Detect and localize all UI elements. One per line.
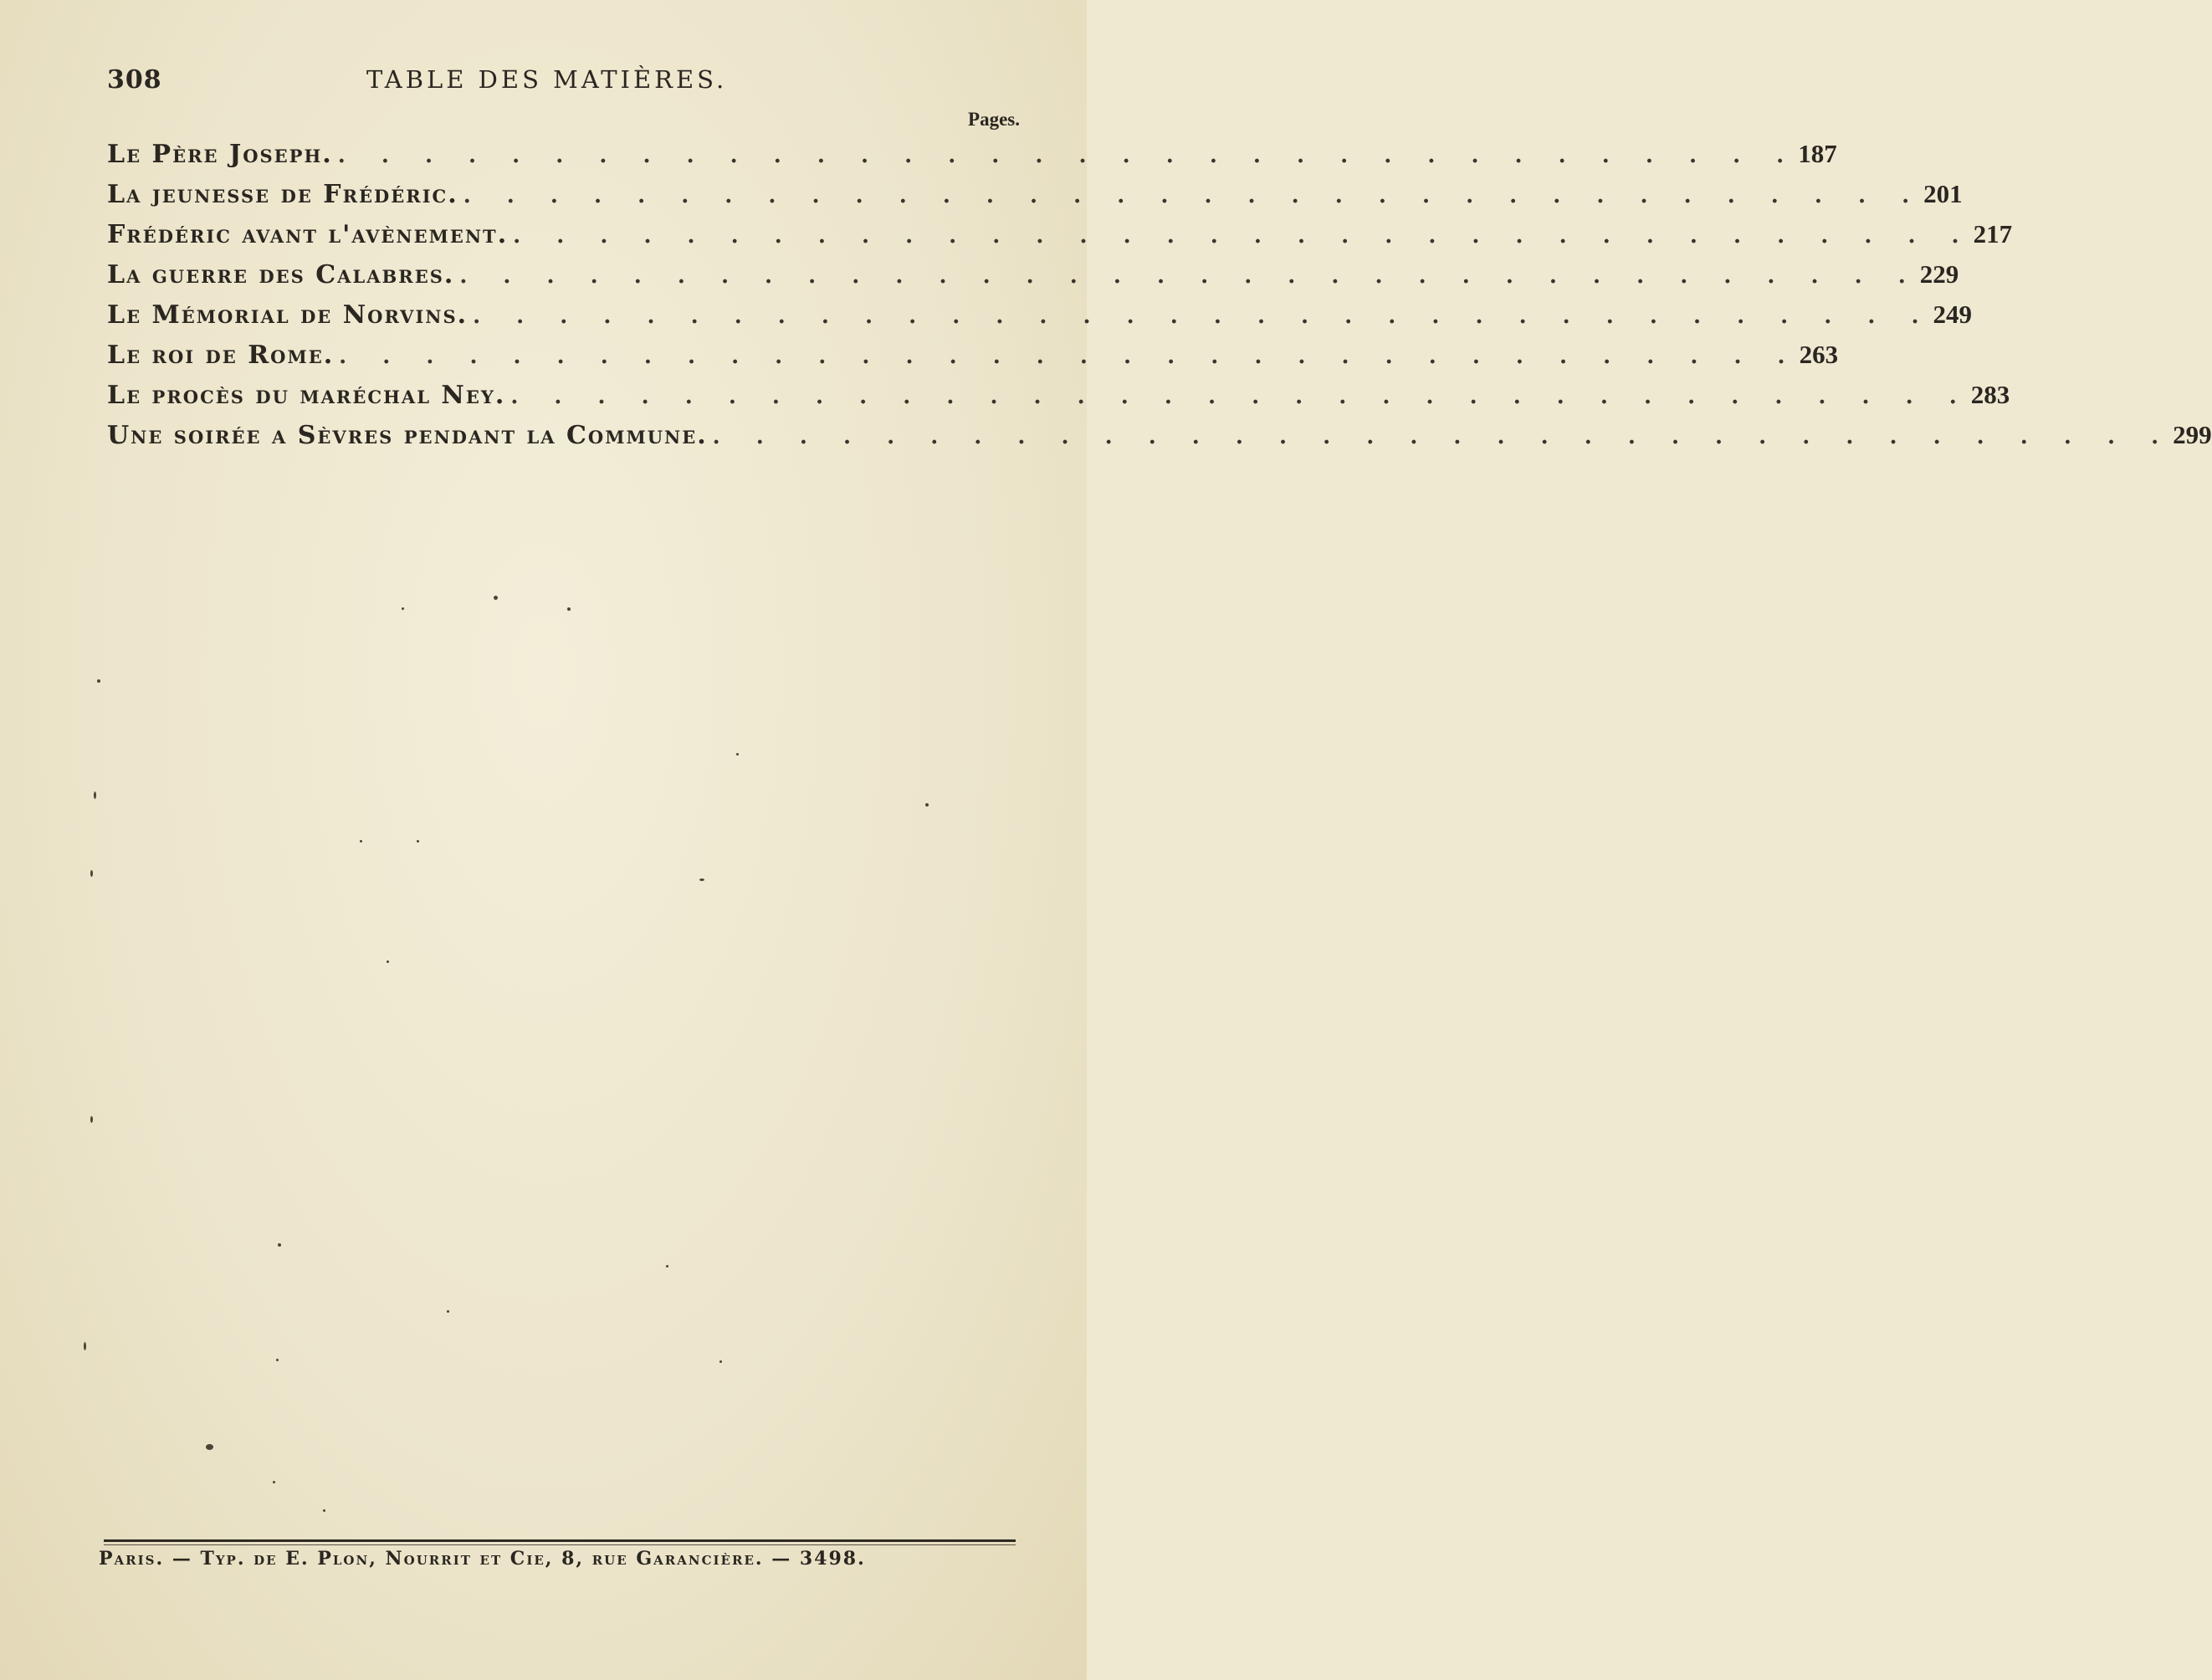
toc-entry-title: La jeunesse de Frédéric. <box>107 180 458 209</box>
running-title: TABLE DES MATIÈRES. <box>366 65 728 94</box>
toc-entry-page: 299 <box>2173 420 2212 449</box>
paper-speck <box>278 1243 281 1247</box>
paper-speck <box>97 679 100 683</box>
toc-entry-page: 249 <box>1933 300 1973 329</box>
page-header <box>107 65 1019 99</box>
toc-entry <box>107 300 1973 340</box>
paper-speck <box>666 1265 668 1268</box>
paper-speck <box>360 840 362 843</box>
paper-speck <box>387 960 389 963</box>
paper-speck <box>206 1444 213 1450</box>
toc-entry-title: Frédéric avant l'avènement. <box>107 220 509 249</box>
paper-speck <box>925 803 929 807</box>
toc-entry <box>107 219 2013 259</box>
dot-leader: . . . . . . . . . . . . . . . . . . . . . . . . . . . . . . . . . . <box>513 223 1974 248</box>
dot-leader: . . . . . . . . . . . . . . . . . . . . . . . . . . . . . . . . . . <box>459 264 1920 289</box>
paper-speck <box>699 878 704 881</box>
paper-speck <box>567 607 571 611</box>
paper-speck <box>417 840 419 843</box>
toc-entry-page: 283 <box>1970 380 2010 409</box>
printer-imprint: Paris. — Typ. de E. Plon, Nourrit et Cie, 8, rue Garancière. — 3498. <box>99 1548 866 1570</box>
toc-entry-title: La guerre des Calabres. <box>107 260 455 289</box>
toc-entry-page: 217 <box>1973 219 2013 248</box>
dot-leader: . . . . . . . . . . . . . . . . . . . . . . . . . . . . . . . . . . <box>337 143 1799 168</box>
toc-entry-title: Le roi de Rome. <box>107 341 335 370</box>
toc-entry <box>107 139 1837 179</box>
dot-leader: . . . . . . . . . . . . . . . . . . . . . . . . . . . . . . . . . . <box>339 344 1800 369</box>
toc-entry-page: 229 <box>1919 259 1959 289</box>
dot-leader: . . . . . . . . . . . . . . . . . . . . . . . . . . . . . . . . . . <box>463 183 1924 208</box>
toc-entry-title: Une soirée a Sèvres pendant la Commune. <box>107 421 708 450</box>
toc-entry <box>107 340 1839 380</box>
paper-speck <box>323 1509 325 1512</box>
toc-entry <box>107 420 2212 460</box>
paper-speck <box>736 753 739 755</box>
paper-speck <box>402 607 404 610</box>
paper-speck <box>276 1359 279 1361</box>
paper-speck <box>90 1116 93 1123</box>
paper-speck <box>273 1481 275 1483</box>
toc-entry <box>107 380 2010 420</box>
toc-entry-title: Le Père Joseph. <box>107 140 333 169</box>
toc-entry-page: 187 <box>1798 139 1837 168</box>
paper-speck <box>447 1310 449 1313</box>
toc-entry-page: 201 <box>1923 179 1963 208</box>
dot-leader: . . . . . . . . . . . . . . . . . . . . . . . . . . . . . . . . . . <box>510 384 1971 409</box>
toc-entry-title: Le Mémorial de Norvins. <box>107 300 469 330</box>
toc-entry-title: Le procès du maréchal Ney. <box>107 381 506 410</box>
toc-entry <box>107 179 1963 219</box>
paper-speck <box>719 1360 722 1363</box>
toc-entry-page: 263 <box>1799 340 1839 369</box>
dot-leader: . . . . . . . . . . . . . . . . . . . . . . . . . . . . . . . . . . <box>473 304 1933 329</box>
toc-entry <box>107 259 1959 300</box>
paper-speck <box>90 870 93 877</box>
footer-rule <box>104 1539 1016 1542</box>
paper-speck <box>494 596 498 600</box>
pages-column-label: Pages. <box>968 109 1020 130</box>
page-number: 308 <box>107 65 162 95</box>
dot-leader: . . . . . . . . . . . . . . . . . . . . . . . . . . . . . . . . . . <box>712 424 2174 449</box>
paper-speck <box>94 791 96 799</box>
table-of-contents <box>107 139 2212 460</box>
paper-speck <box>84 1342 86 1350</box>
footer-rule-thin <box>104 1544 1016 1545</box>
